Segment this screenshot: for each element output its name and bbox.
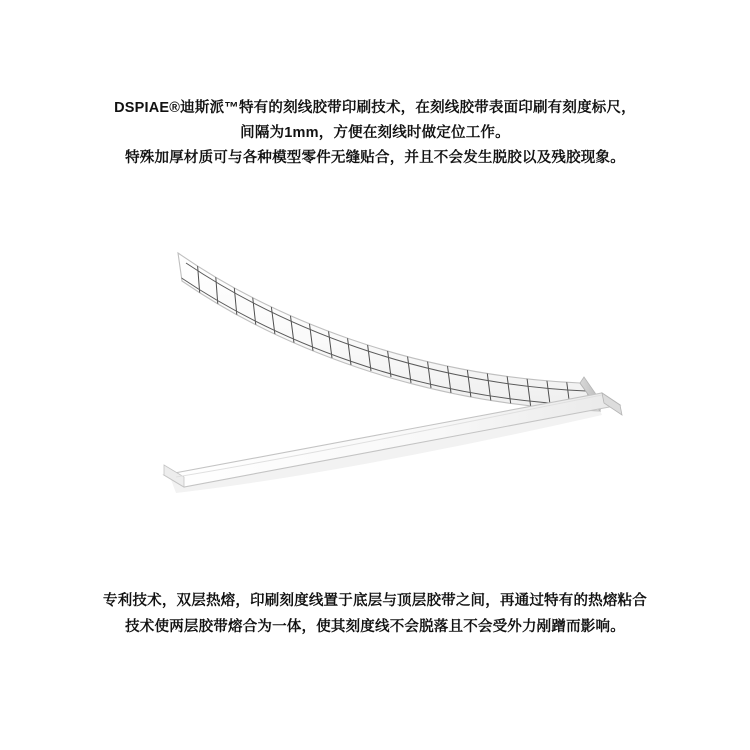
top-text-line-2: 间隔为1mm，方便在刻线时做定位工作。 (240, 125, 510, 141)
bottom-text-line-1: 专利技术，双层热熔，印刷刻度线置于底层与顶层胶带之间，再通过特有的热熔粘合 (103, 593, 647, 609)
bottom-text-line-2: 技术使两层胶带熔合为一体，使其刻度线不会脱落且不会受外力剐蹭而影响。 (125, 619, 625, 635)
top-text-line-3: 特殊加厚材质可与各种模型零件无缝贴合，并且不会发生脱胶以及残胶现象。 (125, 150, 625, 166)
lower-tape (164, 393, 622, 487)
top-description-text (0, 96, 750, 171)
upper-tape (178, 245, 602, 417)
bottom-description-text (0, 588, 750, 640)
tape-illustration-svg (110, 225, 650, 515)
top-text-line-1: DSPIAE®迪斯派™特有的刻线胶带印刷技术，在刻线胶带表面印刷有刻度标尺， (114, 100, 636, 116)
product-illustration (110, 225, 650, 515)
